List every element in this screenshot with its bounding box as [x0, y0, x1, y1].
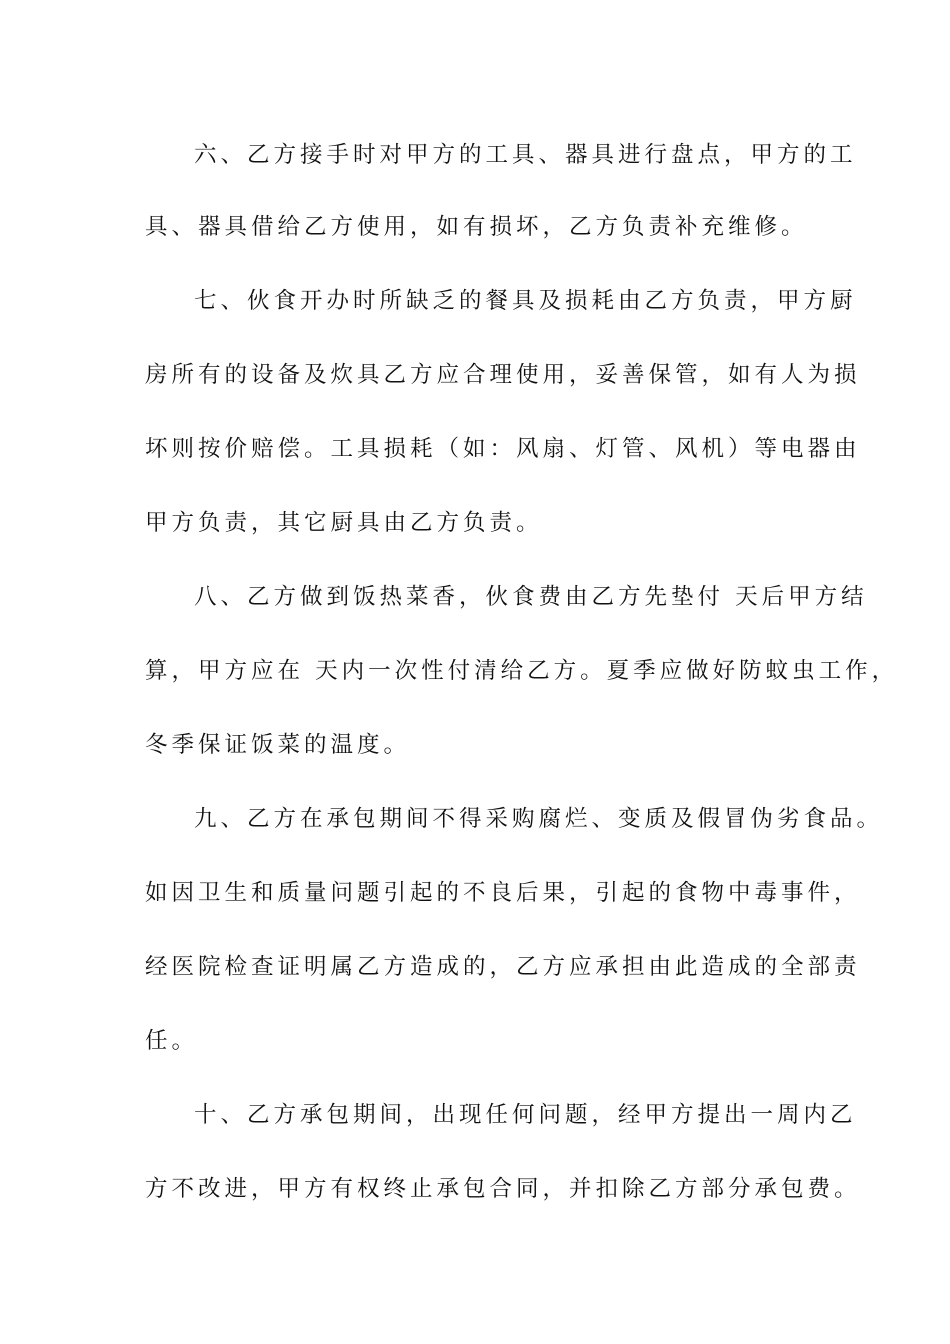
clause-9-line-3: 经医院检查证明属乙方造成的，乙方应承担由此造成的全部责 [145, 954, 861, 980]
clause-8-line-3: 冬季保证饭菜的温度。 [145, 732, 411, 758]
clause-9-line-2: 如因卫生和质量问题引起的不良后果，引起的食物中毒事件， [145, 880, 861, 906]
clause-9-line-1: 九、乙方在承包期间不得采购腐烂、变质及假冒伪劣食品。 [194, 806, 884, 832]
clause-7-line-3: 坏则按价赔偿。工具损耗（如：风扇、灯管、风机）等电器由 [145, 436, 861, 462]
clause-9-line-4: 任。 [145, 1028, 199, 1054]
clause-8-line-1: 八、乙方做到饭热菜香，伙食费由乙方先垫付 天后甲方结 [194, 584, 868, 610]
clause-7-line-4: 甲方负责，其它厨具由乙方负责。 [145, 510, 543, 536]
clause-7-line-1: 七、伙食开办时所缺乏的餐具及损耗由乙方负责，甲方厨 [194, 288, 857, 314]
clause-6-line-2: 具、器具借给乙方使用，如有损坏，乙方负责补充维修。 [145, 214, 808, 240]
clause-8-line-2: 算，甲方应在 天内一次性付清给乙方。夏季应做好防蚊虫工作， [145, 658, 899, 684]
clause-10-line-2: 方不改进，甲方有权终止承包合同，并扣除乙方部分承包费。 [145, 1176, 861, 1202]
clause-7-line-2: 房所有的设备及炊具乙方应合理使用，妥善保管，如有人为损 [145, 362, 861, 388]
clause-10-line-1: 十、乙方承包期间，出现任何问题，经甲方提出一周内乙 [194, 1102, 857, 1128]
clause-6-line-1: 六、乙方接手时对甲方的工具、器具进行盘点，甲方的工 [194, 142, 857, 168]
